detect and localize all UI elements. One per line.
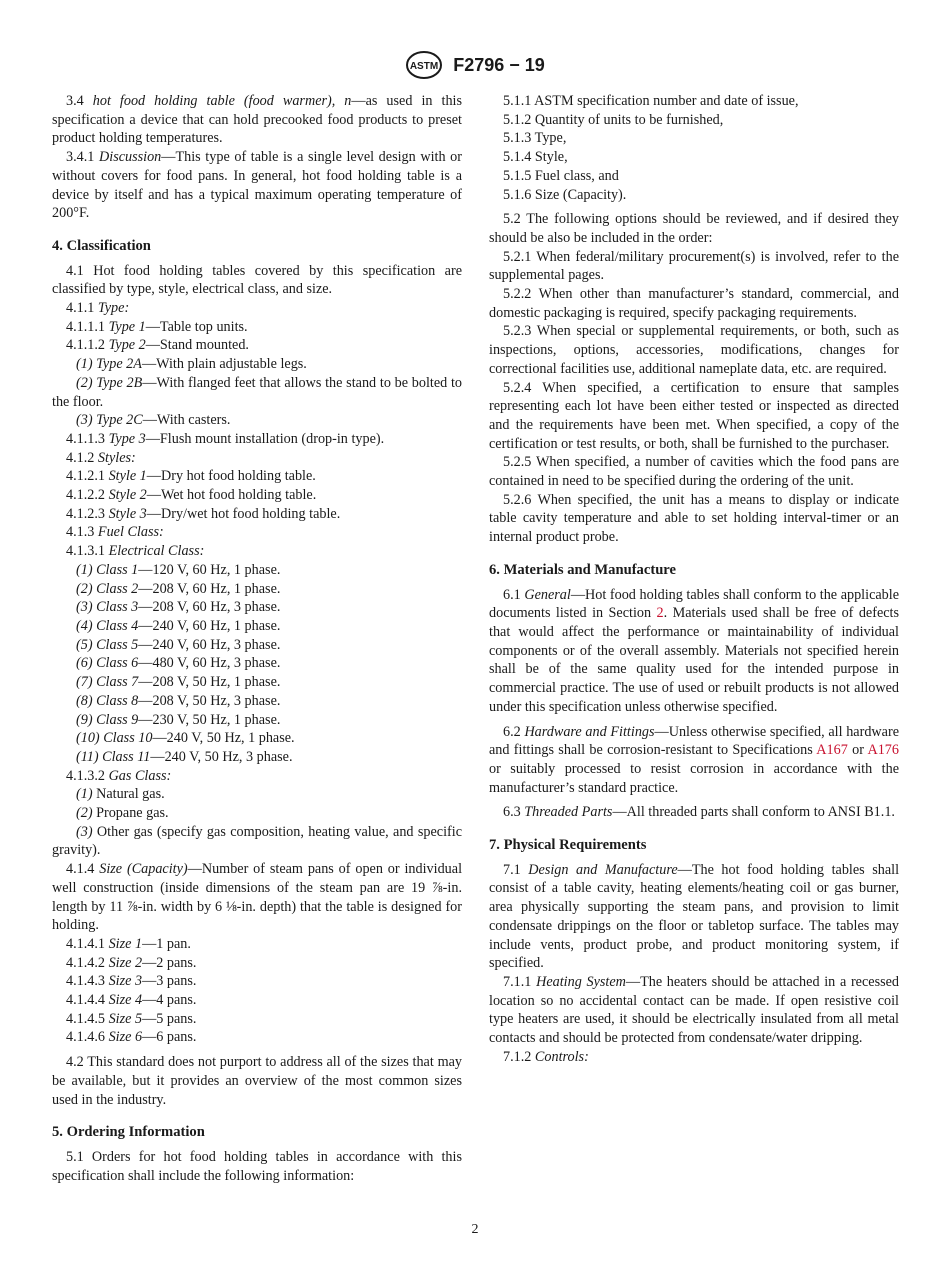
item-number: 4.1.4 bbox=[66, 861, 95, 878]
para-3-4: 3.4 hot food holding table (food warmer), n—as used in this specification a device that can hold precooked food products to preset product holding temperatures. bbox=[52, 93, 463, 147]
item-label: Type 1 bbox=[108, 318, 146, 335]
para-4-2: 4.2 This standard does not purport to address all of the sizes that may be available, but it provides an overview of the most common sizes used in the industry. bbox=[52, 1054, 462, 1108]
item-text: —Dry/wet hot food holding table. bbox=[146, 505, 341, 522]
item-label: Class 11 bbox=[102, 748, 151, 765]
item-text: —With casters. bbox=[142, 412, 231, 429]
a167-link[interactable]: A167 bbox=[816, 742, 848, 759]
item-number: 4.1.3.2 bbox=[66, 767, 106, 784]
ordering-list-item: 5.1.6 Size (Capacity). bbox=[503, 186, 627, 203]
item-label: Class 5 bbox=[96, 636, 139, 653]
item-number: (10) bbox=[76, 730, 100, 747]
a176-link[interactable]: A176 bbox=[867, 742, 899, 759]
item-number: 4.1.1.2 bbox=[66, 337, 106, 354]
classification-item bbox=[52, 748, 462, 767]
standard-code: F2796 − 19 bbox=[453, 54, 545, 75]
item-label: Class 9 bbox=[96, 711, 139, 728]
astm-logo-icon bbox=[405, 50, 443, 80]
classification-item bbox=[52, 654, 462, 673]
item-text: —240 V, 50 Hz, 3 phase. bbox=[150, 748, 293, 765]
item-text: —230 V, 50 Hz, 1 phase. bbox=[138, 711, 281, 728]
classification-item bbox=[52, 449, 462, 468]
para-5-2-3: 5.2.3 When special or supplemental requirements, or both, such as inspections, options, accessories, modifications, changes for correctional facilities use, additional nameplate data, etc. are required. bbox=[489, 323, 899, 377]
item-text: —With plain adjustable legs. bbox=[141, 356, 307, 373]
classification-item bbox=[52, 935, 462, 954]
item-number: 4.1.4.1 bbox=[66, 935, 106, 952]
item-label: Size 4 bbox=[108, 992, 143, 1009]
item-label: Type 3 bbox=[108, 430, 146, 447]
item-number: (3) bbox=[76, 599, 93, 616]
item-label: Class 2 bbox=[96, 580, 139, 597]
classification-item bbox=[52, 804, 462, 823]
classification-item bbox=[52, 1010, 462, 1029]
classification-item bbox=[52, 673, 462, 692]
classification-item bbox=[52, 355, 462, 374]
para-5-2-5: 5.2.5 When specified, a number of cavities which the food pans are contained in need to be specified during the ordering of the unit. bbox=[489, 454, 899, 490]
svg-text:ASTM: ASTM bbox=[410, 61, 439, 72]
item-label: Class 1 bbox=[96, 561, 139, 578]
item-number: (4) bbox=[76, 617, 93, 634]
item-text: —240 V, 50 Hz, 1 phase. bbox=[152, 730, 295, 747]
ordering-list-item: 5.1.1 ASTM specification number and date of issue, bbox=[503, 93, 799, 109]
classification-item bbox=[52, 561, 462, 580]
item-label: Class 6 bbox=[96, 655, 139, 672]
item-text: —Table top units. bbox=[145, 318, 248, 335]
para-5-2-4: 5.2.4 When specified, a certification to ensure that samples representing each lot have been either tested or inspected as directed and the requirements have been met. When specified, a copy of the certification or test results, or both, shall be furnished to the purchaser. bbox=[489, 379, 899, 452]
classification-item bbox=[52, 767, 462, 786]
item-label: Style 3 bbox=[108, 505, 147, 522]
item-text: —Wet hot food holding table. bbox=[146, 487, 317, 504]
classification-list bbox=[52, 299, 462, 1047]
classification-item bbox=[52, 785, 462, 804]
item-label: Size 2 bbox=[108, 954, 143, 971]
item-label: Size 3 bbox=[108, 973, 143, 990]
item-number: (1) bbox=[76, 786, 93, 803]
classification-item bbox=[52, 823, 462, 860]
item-number: (11) bbox=[76, 748, 99, 765]
item-label: Size 1 bbox=[108, 935, 143, 952]
section-heading-7: 7. Physical Requirements bbox=[489, 837, 647, 854]
classification-item bbox=[52, 972, 462, 991]
para-5-2-1: 5.2.1 When federal/military procurement(s) is involved, refer to the supplemental pages. bbox=[489, 248, 899, 284]
classification-item bbox=[52, 860, 462, 935]
section-heading-6: 6. Materials and Manufacture bbox=[489, 561, 676, 578]
classification-item bbox=[52, 299, 462, 318]
classification-item bbox=[52, 617, 462, 636]
classification-item bbox=[52, 523, 462, 542]
item-number: 4.1.2 bbox=[66, 449, 95, 466]
item-number: (1) bbox=[76, 356, 93, 373]
item-label: Class 3 bbox=[96, 599, 139, 616]
classification-item bbox=[52, 336, 462, 355]
left-column bbox=[52, 92, 462, 1185]
item-number: (2) bbox=[76, 580, 93, 597]
section-2-link[interactable]: 2 bbox=[656, 605, 664, 622]
item-label: Class 7 bbox=[96, 674, 139, 691]
item-label: Electrical Class: bbox=[108, 543, 205, 560]
item-number: 4.1.4.3 bbox=[66, 973, 106, 990]
para-6-1: 6.1 General—Hot food holding tables shall conform to the applicable documents listed in Section 2. Materials used shall be free of defects that would affect the performance or maintainability of individual components or of the overall assembly. Materials not specified herein shall be of the same quality used for the intended purpose in commercial practice. The use of used or rebuilt products is not allowed under this specification unless otherwise specified. bbox=[489, 586, 899, 715]
item-text: Propane gas. bbox=[96, 805, 169, 822]
item-label: Fuel Class: bbox=[97, 524, 164, 541]
item-number: 4.1.1.3 bbox=[66, 430, 106, 447]
item-label: Type 2B bbox=[96, 374, 143, 391]
item-number: 4.1.4.4 bbox=[66, 992, 106, 1009]
item-number: 4.1.2.1 bbox=[66, 468, 106, 485]
item-number: 4.1.2.2 bbox=[66, 487, 106, 504]
item-number: 4.1.4.2 bbox=[66, 954, 106, 971]
item-text: —1 pan. bbox=[142, 935, 191, 952]
classification-item bbox=[52, 580, 462, 599]
para-5-2-6: 5.2.6 When specified, the unit has a means to display or indicate table cavity temperature and able to set holding interval-timer or an internal product probe. bbox=[489, 491, 899, 546]
classification-item bbox=[52, 486, 462, 505]
item-text: —Stand mounted. bbox=[145, 337, 249, 354]
item-text: —240 V, 60 Hz, 1 phase. bbox=[138, 617, 281, 634]
item-text: —3 pans. bbox=[142, 973, 197, 990]
para-4-1: 4.1 Hot food holding tables covered by this specification are classified by type, style, electrical class, and size. bbox=[52, 262, 462, 298]
item-label: Size (Capacity) bbox=[99, 861, 188, 878]
item-number: 4.1.3.1 bbox=[66, 543, 106, 560]
item-label: Style 1 bbox=[108, 468, 147, 485]
item-text: —208 V, 50 Hz, 3 phase. bbox=[138, 692, 281, 709]
item-number: (2) bbox=[76, 374, 93, 391]
item-label: Gas Class: bbox=[108, 767, 172, 784]
classification-item bbox=[52, 318, 462, 337]
classification-item bbox=[52, 991, 462, 1010]
item-label: Size 6 bbox=[108, 1029, 143, 1046]
item-label: Type: bbox=[97, 300, 130, 317]
page-number: 2 bbox=[471, 1222, 479, 1237]
item-number: (7) bbox=[76, 674, 93, 691]
item-label: Size 5 bbox=[108, 1010, 143, 1027]
item-label: Style 2 bbox=[108, 487, 147, 504]
item-text: —5 pans. bbox=[142, 1010, 197, 1027]
item-label: Styles: bbox=[97, 449, 136, 466]
item-text: —6 pans. bbox=[142, 1029, 197, 1046]
para-5-2: 5.2 The following options should be reviewed, and if desired they should be also be included in the order: bbox=[489, 211, 899, 246]
item-text: —4 pans. bbox=[142, 992, 197, 1009]
item-text: —Dry hot food holding table. bbox=[146, 468, 316, 485]
classification-item bbox=[52, 467, 462, 486]
right-column bbox=[489, 92, 899, 1066]
ordering-list-item: 5.1.5 Fuel class, and bbox=[503, 167, 619, 184]
item-text: —Flush mount installation (drop-in type). bbox=[145, 430, 385, 447]
section-heading-4: 4. Classification bbox=[52, 237, 151, 254]
item-text: —120 V, 60 Hz, 1 phase. bbox=[138, 561, 281, 578]
classification-item bbox=[52, 374, 462, 411]
classification-item bbox=[52, 711, 462, 730]
ordering-list-item: 5.1.4 Style, bbox=[503, 149, 568, 166]
item-number: (3) bbox=[76, 412, 93, 429]
item-number: 4.1.3 bbox=[66, 524, 95, 541]
item-number: 4.1.1.1 bbox=[66, 318, 106, 335]
item-number: (1) bbox=[76, 561, 93, 578]
item-label: Type 2A bbox=[96, 356, 142, 373]
para-6-2: 6.2 Hardware and Fittings—Unless otherwise specified, all hardware and fittings shall be corrosion-resistant to Specifications A167 or A176 or suitably processed to resist corrosion in accordance with the manufacturer’s standard practice. bbox=[489, 723, 899, 796]
item-number: (3) bbox=[76, 823, 93, 840]
item-number: (5) bbox=[76, 636, 93, 653]
classification-item bbox=[52, 542, 462, 561]
classification-item bbox=[52, 598, 462, 617]
item-number: (2) bbox=[76, 805, 93, 822]
item-label: Class 4 bbox=[96, 617, 139, 634]
item-text: —2 pans. bbox=[142, 954, 197, 971]
item-number: (9) bbox=[76, 711, 93, 728]
item-text: —With flanged feet that allows the stand to be bolted to the floor. bbox=[52, 374, 463, 410]
item-label: Type 2 bbox=[108, 337, 146, 354]
para-6-3: 6.3 Threaded Parts—All threaded parts shall conform to ANSI B1.1. bbox=[503, 804, 895, 821]
classification-item bbox=[52, 729, 462, 748]
page-header bbox=[0, 50, 950, 80]
item-text: —208 V, 60 Hz, 3 phase. bbox=[138, 599, 281, 616]
classification-item bbox=[52, 411, 462, 430]
para-7-1: 7.1 Design and Manufacture—The hot food holding tables shall consist of a table cavity, heating elements/heating coil or gas burner, area physically supporting the steam pans, and provision to limit condensate drippings on the floor or tabletop surface. The tables may include vents, product probe, and product monitoring system, if specified. bbox=[489, 861, 900, 972]
classification-item bbox=[52, 505, 462, 524]
item-number: 4.1.4.6 bbox=[66, 1029, 106, 1046]
para-3-4-1: 3.4.1 Discussion—This type of table is a single level design with or without covers for food pans. In general, hot food holding table is a device by itself and has a typical maximum operating temperature of 200°F. bbox=[52, 149, 463, 222]
item-number: (6) bbox=[76, 655, 93, 672]
item-text: —208 V, 50 Hz, 1 phase. bbox=[138, 674, 281, 691]
item-number: 4.1.4.5 bbox=[66, 1010, 106, 1027]
item-text: Natural gas. bbox=[96, 786, 165, 803]
item-number: 4.1.2.3 bbox=[66, 505, 106, 522]
para-7-1-1: 7.1.1 Heating System—The heaters should be attached in a recessed location so no accidental contact can be made. If open resistive coil type heaters are used, it should be electrically insulated from all metal contacts and should be protected from condensate/water dripping. bbox=[489, 973, 899, 1047]
item-label: Type 2C bbox=[96, 412, 143, 429]
item-text: —480 V, 60 Hz, 3 phase. bbox=[138, 655, 281, 672]
ordering-list bbox=[489, 92, 899, 204]
item-label: Class 10 bbox=[103, 730, 153, 747]
classification-item bbox=[52, 692, 462, 711]
item-text: —240 V, 60 Hz, 3 phase. bbox=[138, 636, 281, 653]
para-5-1: 5.1 Orders for hot food holding tables in accordance with this specification shall include the following information: bbox=[52, 1148, 462, 1184]
section-heading-5: 5. Ordering Information bbox=[52, 1124, 205, 1141]
ordering-list-item: 5.1.2 Quantity of units to be furnished, bbox=[503, 111, 724, 128]
para-7-1-2: 7.1.2 Controls: bbox=[503, 1048, 589, 1065]
item-number: (8) bbox=[76, 692, 93, 709]
item-text: —Number of steam pans of open or individual well construction (inside dimensions of the steam pan are 19 ⅞-in. length by 11 ⅞-in. width by 6 ⅛-in. depth) that the table is designed for holding. bbox=[52, 861, 463, 934]
ordering-list-item: 5.1.3 Type, bbox=[503, 130, 567, 147]
item-number: 4.1.1 bbox=[66, 300, 95, 317]
item-text: Other gas (specify gas composition, heating value, and specific gravity). bbox=[52, 823, 462, 859]
classification-item bbox=[52, 954, 462, 973]
para-5-2-2: 5.2.2 When other than manufacturer’s standard, commercial, and domestic packaging is required, specify packaging requirements. bbox=[489, 286, 899, 321]
item-text: —208 V, 60 Hz, 1 phase. bbox=[138, 580, 281, 597]
item-label: Class 8 bbox=[96, 692, 139, 709]
classification-item bbox=[52, 430, 462, 449]
classification-item bbox=[52, 1028, 462, 1047]
classification-item bbox=[52, 636, 462, 655]
